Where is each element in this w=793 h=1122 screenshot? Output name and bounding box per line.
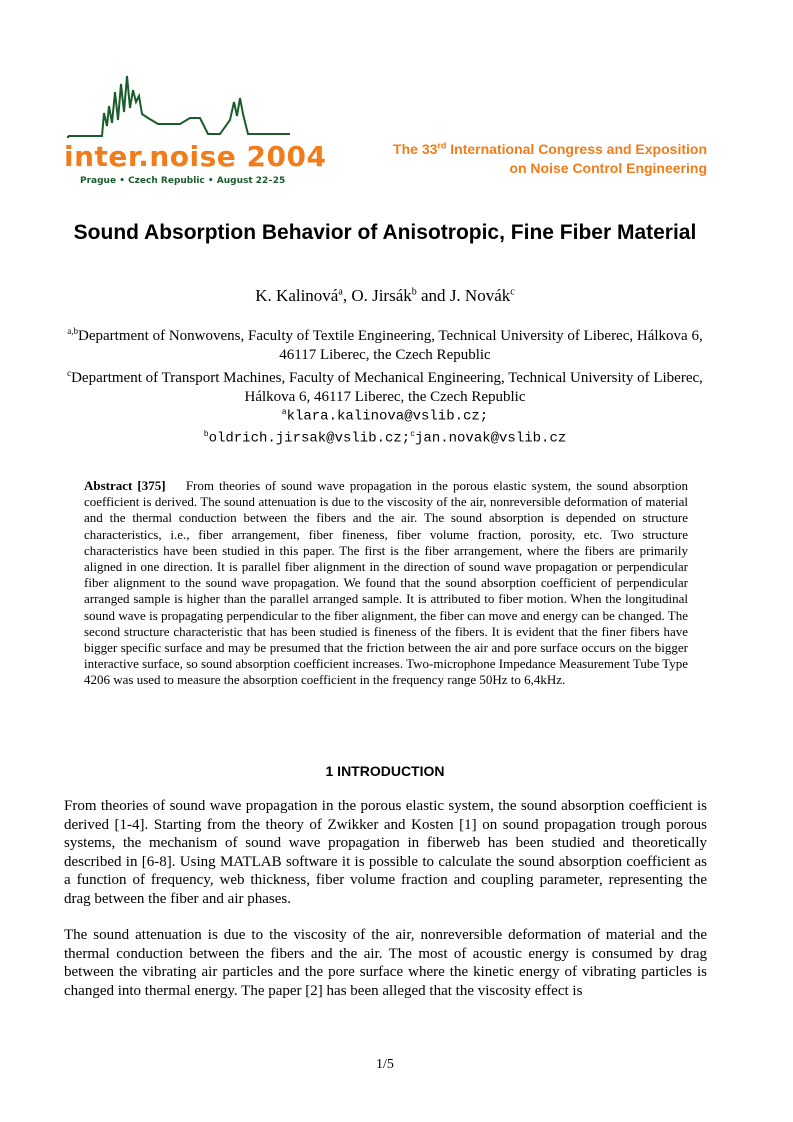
congress-line-2: on Noise Control Engineering (509, 160, 707, 176)
author-3: J. Novák (449, 286, 511, 305)
logo-subtitle: Prague • Czech Republic • August 22–25 (80, 176, 286, 186)
affiliation-ab: $^{a,b}$Department of Nonwovens, Faculty of Textile Engineering, Technical University of Liberec, Hálkova 6, 46117 Liberec, the Czech Republic (67, 326, 703, 363)
congress-header (393, 140, 707, 178)
email-a: klara.kalinova@vslib.cz; (286, 408, 489, 425)
abstract (84, 478, 688, 689)
affiliations (60, 322, 710, 406)
email-b: oldrich.jirsak@vslib.cz; (208, 430, 411, 447)
section-heading-introduction: 1 INTRODUCTION (325, 763, 445, 779)
paper-title: Sound Absorption Behavior of Anisotropic, Fine Fiber Material (73, 221, 697, 244)
logo-wordmark: inter.noise 2004 (64, 140, 327, 173)
affiliation-c: $^c$Department of Transport Machines, Faculty of Mechanical Engineering, Technical University of Liberec, Hálkova 6, 46117 Liberec, the Czech Republic (67, 368, 703, 405)
author-emails: $^a$klara.kalinova@vslib.cz; $^b$oldrich.jirsak@vslib.cz;$^c$jan.novak@vslib.cz (203, 408, 567, 447)
author-2: O. Jirsák (351, 286, 412, 305)
abstract-label: Abstract [375] (84, 478, 166, 493)
page-number: 1/5 (376, 1057, 394, 1072)
email-c: jan.novak@vslib.cz (415, 430, 567, 447)
abstract-text: From theories of sound wave propagation in the porous elastic system, the sound absorption coefficient is derived. The sound attenuation is due to the viscosity of the air, nonreversible deformation of material and the thermal conduction between the fibers and the air. The sound absorption is depended on structure characteristics, i.e., fiber arrangement, fiber fineness, fiber volume fraction, porosity, etc. Two structure characteristics have been studied in this paper. The first is the fiber arrangement, where the fibers are primarily aligned in one direction. It is parallel fiber alignment in the direction of sound wave propagation or perpendicular fiber alignment to the sound wave propagation. We found that the sound absorption coefficient of perpendicular arranged sample is higher than the parallel arranged sample. It is attributed to fiber motion. When the longitudinal sound wave is propagating perpendicular to the fiber alignment, the fiber can move and energy can be changed. The second structure characteristic that has been studied is fineness of the fibers. It is evident that the finer fibers have bigger specific surface and may be presumed that the friction between the air and pore surface occurs on the bigger interactive surface, so sound absorption coefficient increases. Two-microphone Impedance Measurement Tube Type 4206 was used to measure the absorption coefficient in the frequency range 50Hz to 6,4kHz. (84, 478, 688, 688)
logo-skyline-line (68, 76, 290, 136)
paragraph-2: The sound attenuation is due to the viscosity of the air, nonreversible deformation of material and the thermal conduction between the fibers and the air. The most of acoustic energy is consumed by drag between the vibrating air particles and the pore surface where the kinetic energy of vibrating particles is changed into thermal energy. The paper [2] has been alleged that the viscosity effect is (64, 927, 707, 999)
conference-logo (62, 68, 294, 192)
paragraph-1: From theories of sound wave propagation in the porous elastic system, the sound absorption coefficient is derived [1-4]. Starting from the theory of Zwikker and Kosten [1] on sound propagation trough porous systems, the mechanism of sound wave propagation in fiberweb has been studied and theoretically described in [6-8]. Using MATLAB software it is possible to calculate the sound absorption coefficient as a function of frequency, web thickness, fiber volume fraction and coupling parameter, representing the drag between the fiber and air phases. (64, 798, 707, 907)
author-1: K. Kalinová (255, 286, 339, 305)
congress-line-1: The 33rd International Congress and Exposition (393, 140, 707, 157)
author-list: K. Kalinová$^a$, O. Jirsák$^b$ and J. Novák$^c$ (255, 286, 515, 305)
